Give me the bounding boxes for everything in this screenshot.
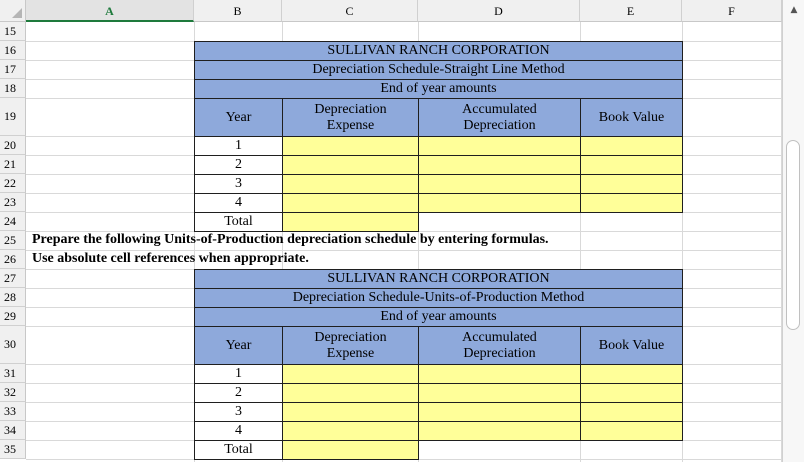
table1-book-value-input[interactable] [580,155,683,175]
table2-book-value-input[interactable] [580,383,683,403]
table1-period-label[interactable]: End of year amounts [194,79,683,99]
table2-total-dep-expense-input[interactable] [282,440,419,460]
table2-dep-expense-input[interactable] [282,383,419,403]
row-header-32[interactable]: 32 [0,383,26,402]
instruction-line-1[interactable]: Prepare the following Units-of-Production depreciation schedule by entering formulas. [32,232,549,247]
column-header-b[interactable]: B [194,0,282,22]
header-line: Depreciation [463,117,536,133]
table2-dep-expense-input[interactable] [282,364,419,384]
row-header-33[interactable]: 33 [0,402,26,421]
table1-method-subtitle[interactable]: Depreciation Schedule-Straight Line Method [194,60,683,80]
column-header-a[interactable]: A [26,0,194,22]
table2-accum-dep-input[interactable] [418,402,581,422]
table2-book-value-input[interactable] [580,364,683,384]
row-header-15[interactable]: 15 [0,22,26,41]
header-line: Depreciation [314,101,387,117]
row-header-27[interactable]: 27 [0,269,26,288]
header-line: Expense [326,117,375,133]
table1-dep-expense-input[interactable] [282,174,419,194]
table1-total-label[interactable]: Total [194,212,283,232]
table2-company-title[interactable]: SULLIVAN RANCH CORPORATION [194,269,683,289]
table1-book-value-header[interactable]: Book Value [580,98,683,137]
column-header-d[interactable]: D [418,0,580,22]
table2-dep-expense-input[interactable] [282,421,419,441]
row-header-35[interactable]: 35 [0,440,26,459]
table1-accum-dep-input[interactable] [418,193,581,213]
table2-year-cell[interactable]: 4 [194,421,283,441]
row-header-25[interactable]: 25 [0,231,26,250]
table2-book-value-header[interactable]: Book Value [580,326,683,365]
row-header-16[interactable]: 16 [0,41,26,60]
select-all-corner[interactable] [0,0,26,22]
table1-year-header[interactable]: Year [194,98,283,137]
vertical-scrollbar[interactable] [782,0,804,462]
scroll-up-arrow-icon[interactable]: ▲ [790,5,798,15]
column-header-c[interactable]: C [282,0,418,22]
table1-year-cell[interactable]: 4 [194,193,283,213]
row-header-24[interactable]: 24 [0,212,26,231]
table1-book-value-input[interactable] [580,193,683,213]
table2-accum-dep-input[interactable] [418,383,581,403]
table2-book-value-input[interactable] [580,402,683,422]
header-line: Accumulated [462,101,537,117]
row-header-20[interactable]: 20 [0,136,26,155]
row-header-31[interactable]: 31 [0,364,26,383]
row-header-22[interactable]: 22 [0,174,26,193]
row-header-17[interactable]: 17 [0,60,26,79]
row-header-30[interactable]: 30 [0,326,26,364]
table2-year-cell[interactable]: 1 [194,364,283,384]
table1-dep-expense-input[interactable] [282,193,419,213]
row-header-34[interactable]: 34 [0,421,26,440]
column-header-e[interactable]: E [580,0,682,22]
table2-year-cell[interactable]: 2 [194,383,283,403]
table2-year-header[interactable]: Year [194,326,283,365]
table2-period-label[interactable]: End of year amounts [194,307,683,327]
row-header-21[interactable]: 21 [0,155,26,174]
row-header-26[interactable]: 26 [0,250,26,269]
header-line: Accumulated [462,329,537,345]
row-header-23[interactable]: 23 [0,193,26,212]
table2-total-label[interactable]: Total [194,440,283,460]
row-header-29[interactable]: 29 [0,307,26,326]
table1-accum-dep-input[interactable] [418,155,581,175]
table2-book-value-input[interactable] [580,421,683,441]
header-line: Expense [326,345,375,361]
table1-accum-dep-input[interactable] [418,174,581,194]
table1-year-cell[interactable]: 3 [194,174,283,194]
table2-depreciation-expense-header[interactable] [282,326,419,365]
table2-accum-dep-input[interactable] [418,364,581,384]
table1-dep-expense-input[interactable] [282,136,419,156]
table1-book-value-input[interactable] [580,174,683,194]
table2-accum-dep-input[interactable] [418,421,581,441]
table1-accum-dep-input[interactable] [418,136,581,156]
table1-year-cell[interactable]: 1 [194,136,283,156]
header-line: Depreciation [314,329,387,345]
column-header-f[interactable]: F [682,0,782,22]
table1-dep-expense-input[interactable] [282,155,419,175]
table1-depreciation-expense-header[interactable] [282,98,419,137]
table2-dep-expense-input[interactable] [282,402,419,422]
row-header-18[interactable]: 18 [0,79,26,98]
header-line: Depreciation [463,345,536,361]
table1-year-cell[interactable]: 2 [194,155,283,175]
instruction-line-2[interactable]: Use absolute cell references when appropriate. [32,251,309,266]
table1-company-title[interactable]: SULLIVAN RANCH CORPORATION [194,41,683,61]
table1-book-value-input[interactable] [580,136,683,156]
row-header-19[interactable]: 19 [0,98,26,136]
table1-accumulated-depreciation-header[interactable] [418,98,581,137]
table1-total-dep-expense-input[interactable] [282,212,419,232]
scrollbar-thumb[interactable] [786,140,800,330]
row-header-28[interactable]: 28 [0,288,26,307]
select-all-triangle-icon [12,8,22,18]
table2-method-subtitle[interactable]: Depreciation Schedule-Units-of-Production Method [194,288,683,308]
table2-year-cell[interactable]: 3 [194,402,283,422]
table2-accumulated-depreciation-header[interactable] [418,326,581,365]
